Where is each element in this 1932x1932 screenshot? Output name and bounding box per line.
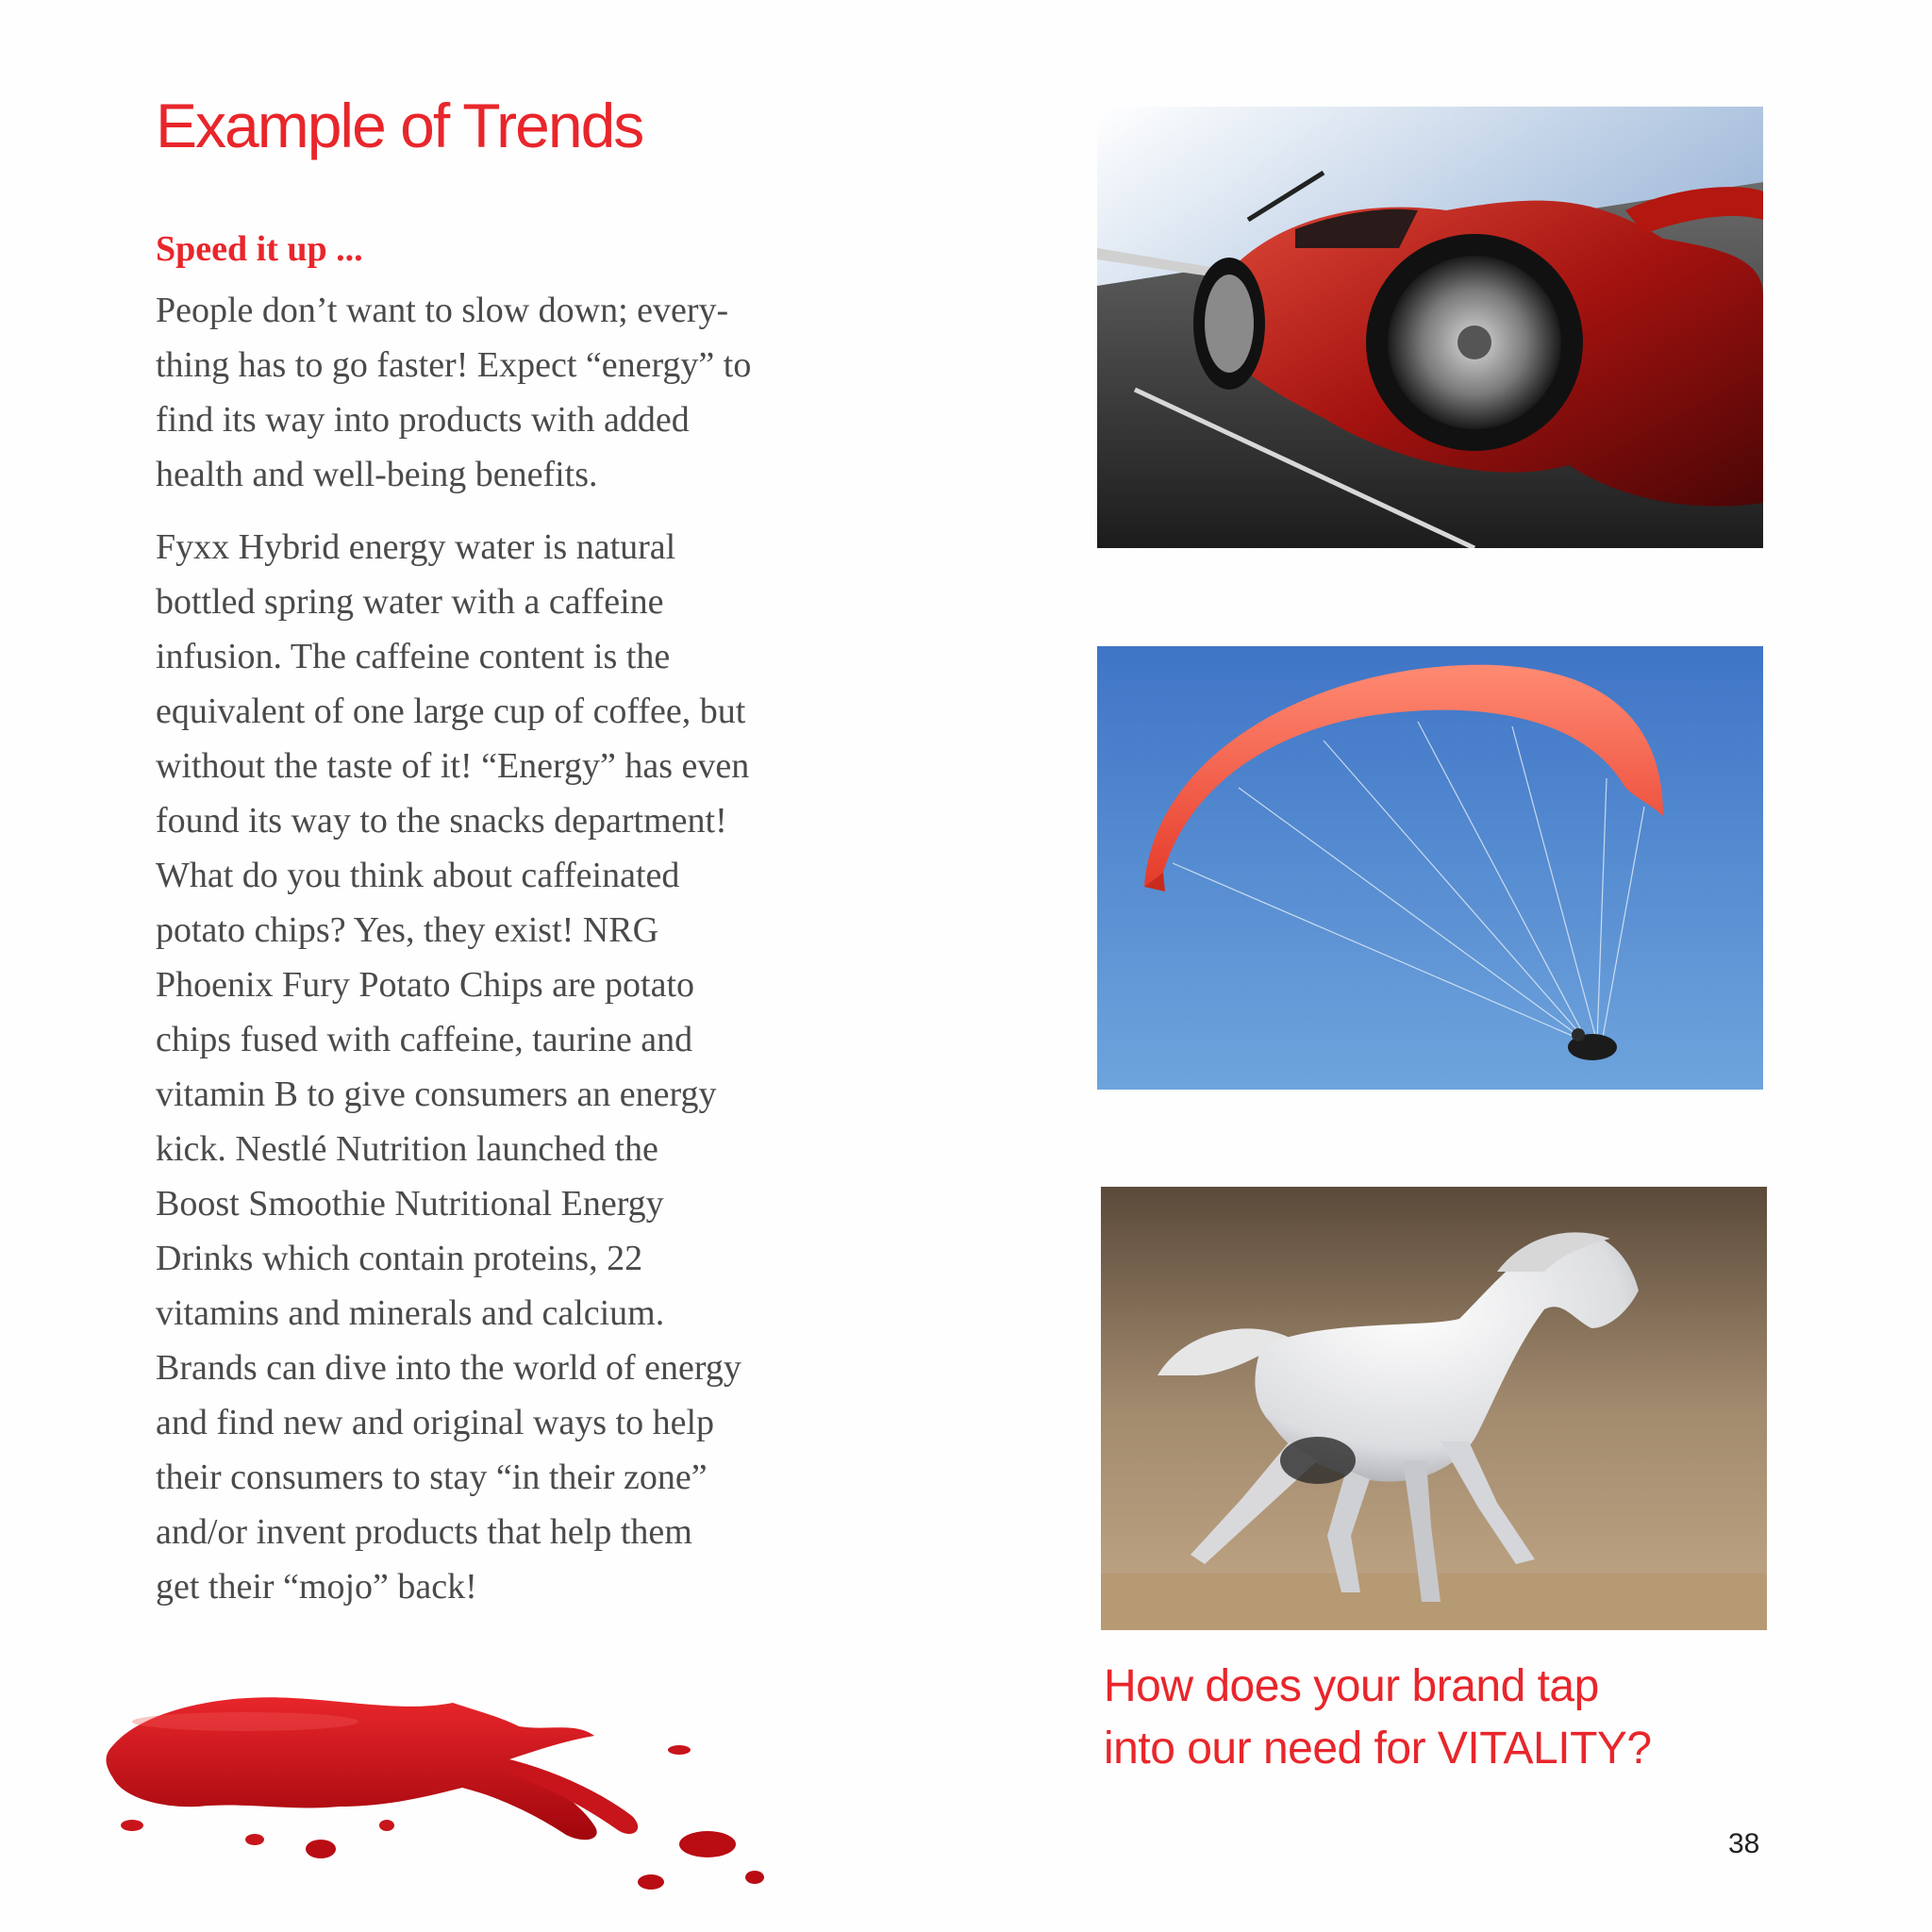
text-line: chips fused with caffeine, taurine and — [156, 1020, 693, 1059]
white-horse-illustration — [1101, 1187, 1767, 1630]
paint-splash-illustration — [104, 1674, 764, 1901]
paragraph-intro — [156, 283, 835, 502]
text-line: Brands can dive into the world of energy — [156, 1348, 741, 1388]
text-line: Boost Smoothie Nutritional Energy — [156, 1184, 664, 1224]
text-line: equivalent of one large cup of coffee, but — [156, 691, 746, 731]
text-line: health and well-being benefits. — [156, 455, 598, 494]
text-line: infusion. The caffeine content is the — [156, 637, 671, 676]
text-line: Drinks which contain proteins, 22 — [156, 1239, 643, 1278]
text-line: bottled spring water with a caffeine — [156, 582, 664, 622]
text-line: get their “mojo” back! — [156, 1567, 477, 1607]
paraglider-illustration — [1097, 646, 1763, 1090]
call-to-action-question — [1104, 1656, 1652, 1780]
text-line: Phoenix Fury Potato Chips are potato — [156, 965, 695, 1005]
question-line: into our need for VITALITY? — [1104, 1724, 1652, 1774]
text-line: and find new and original ways to help — [156, 1403, 715, 1442]
text-line: found its way to the snacks department! — [156, 801, 727, 841]
text-line: People don’t want to slow down; every- — [156, 291, 729, 330]
question-line: How does your brand tap — [1104, 1661, 1599, 1711]
text-line: and/or invent products that help them — [156, 1512, 692, 1552]
page-title: Example of Trends — [156, 91, 643, 160]
sports-car-illustration — [1097, 107, 1763, 548]
paraglider-photo — [1097, 646, 1763, 1090]
paragraph-energy-examples — [156, 520, 835, 1614]
text-line: potato chips? Yes, they exist! NRG — [156, 910, 659, 950]
page-number: 38 — [1728, 1828, 1760, 1859]
text-line: find its way into products with added — [156, 400, 690, 440]
text-line: vitamins and minerals and calcium. — [156, 1293, 665, 1333]
red-paint-splash — [104, 1674, 764, 1901]
white-horse-photo — [1101, 1187, 1767, 1630]
text-line: thing has to go faster! Expect “energy” to — [156, 345, 752, 385]
text-line: kick. Nestlé Nutrition launched the — [156, 1129, 658, 1169]
text-line: vitamin B to give consumers an energy — [156, 1074, 717, 1114]
text-line: Fyxx Hybrid energy water is natural — [156, 527, 676, 567]
sports-car-photo — [1097, 107, 1763, 548]
text-line: their consumers to stay “in their zone” — [156, 1457, 708, 1497]
section-subheading: Speed it up ... — [156, 229, 363, 269]
text-line: What do you think about caffeinated — [156, 856, 680, 895]
text-line: without the taste of it! “Energy” has even — [156, 746, 750, 786]
